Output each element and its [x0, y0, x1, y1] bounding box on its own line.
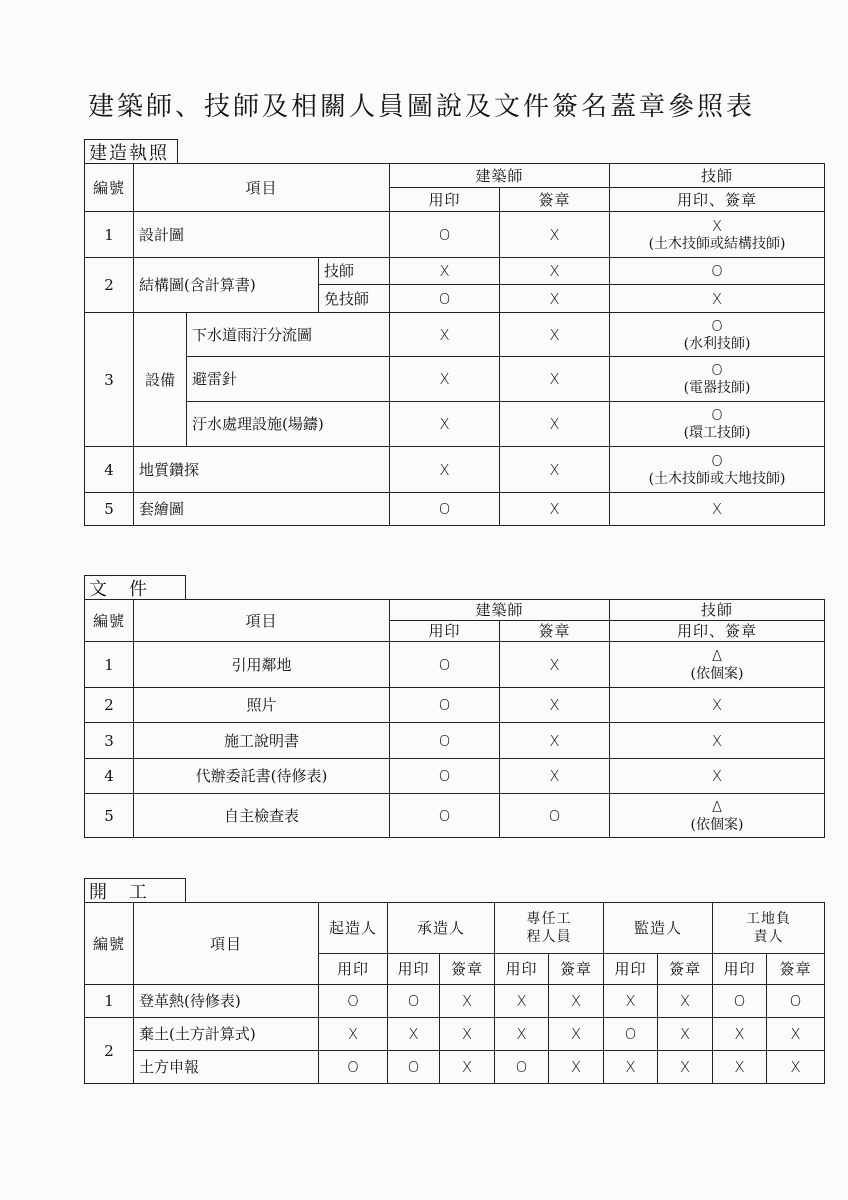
header-seal: 用印: [713, 954, 767, 985]
header-item: 項目: [134, 903, 319, 985]
seal-mark: X: [439, 262, 450, 280]
table-cell: [610, 447, 825, 493]
header-no: 編號: [85, 164, 134, 212]
header-architect: 建築師: [390, 164, 610, 188]
row-number: 3: [85, 313, 134, 447]
sign-mark: X: [549, 370, 560, 388]
row-item: 代辦委託書(待修表): [134, 759, 390, 794]
header-seal-sign: 用印、簽章: [610, 621, 825, 642]
table-cell: [610, 794, 825, 838]
mark: X: [790, 1025, 801, 1043]
engineer-mark: X: [711, 767, 723, 785]
engineer-mark: O: [711, 316, 723, 335]
mark: X: [734, 1058, 745, 1076]
section-label-documents: 文 件: [84, 575, 186, 599]
mark: X: [570, 1025, 582, 1043]
row-subitem: 免技師: [319, 285, 390, 313]
table-row: [85, 723, 825, 759]
header-seal: 用印: [495, 954, 549, 985]
table-row: [85, 642, 825, 688]
row-item: 避雷針: [187, 357, 390, 402]
header-sign: 簽章: [767, 954, 825, 985]
engineer-mark: O: [711, 361, 723, 379]
row-item: 結構圖(含計算書): [134, 258, 319, 313]
header-sign: 簽章: [658, 954, 713, 985]
sign-mark: X: [549, 655, 560, 674]
seal-mark: X: [439, 415, 450, 433]
table-cell: [500, 258, 610, 285]
table-cell: [610, 688, 825, 723]
row-subitem: 技師: [319, 258, 390, 285]
table-cell: [604, 1018, 658, 1051]
header-item: 項目: [134, 600, 390, 642]
table-cell: [390, 258, 500, 285]
engineer-note: (水利技師): [683, 335, 751, 352]
sign-mark: X: [549, 289, 560, 308]
table-cell: [390, 313, 500, 357]
table-cell: [549, 1051, 604, 1084]
table-row: [85, 1018, 825, 1051]
row-number: 5: [85, 493, 134, 526]
table-cell: [500, 285, 610, 313]
mark: X: [679, 1025, 691, 1043]
table-cell: [390, 642, 500, 688]
engineer-mark: Δ: [711, 797, 723, 816]
table-cell: [713, 985, 767, 1018]
row-number: 1: [85, 642, 134, 688]
table-cell: [610, 493, 825, 526]
table-cell: [390, 794, 500, 838]
mark: X: [790, 1058, 801, 1076]
row-item: 套繪圖: [134, 493, 390, 526]
table-cell: [319, 1051, 388, 1084]
header-site-manager-line1: 工地負: [746, 911, 792, 927]
row-item: 自主檢查表: [134, 794, 390, 838]
mark: X: [461, 1025, 473, 1043]
engineer-mark: X: [711, 289, 723, 308]
table-cell: [767, 985, 825, 1018]
table-cell: [500, 642, 610, 688]
header-owner: 起造人: [319, 903, 388, 954]
row-item: 汙水處理設施(場鑄): [187, 402, 390, 447]
mark: X: [734, 1025, 745, 1043]
table-row: [85, 313, 825, 357]
sign-mark: X: [549, 767, 560, 785]
commencement-table: [84, 902, 825, 1084]
row-item: 引用鄰地: [134, 642, 390, 688]
table-cell: [610, 357, 825, 402]
sign-mark: O: [548, 806, 561, 825]
table-row: [85, 258, 825, 285]
row-item: 棄土(土方計算式): [134, 1018, 319, 1051]
mark: X: [516, 992, 527, 1010]
header-no: 編號: [85, 600, 134, 642]
mark: X: [625, 1058, 636, 1076]
sign-mark: X: [549, 460, 560, 479]
cell-engineer: [610, 212, 825, 258]
mark: O: [407, 992, 420, 1010]
header-sign: 簽章: [440, 954, 495, 985]
row-number: 2: [85, 1018, 134, 1084]
seal-mark: X: [439, 370, 450, 388]
table-cell: [610, 258, 825, 285]
sign-mark: X: [549, 731, 560, 750]
sign-mark: X: [549, 415, 560, 433]
table-cell: [388, 1018, 440, 1051]
table-cell: [658, 985, 713, 1018]
header-item: 項目: [134, 164, 390, 212]
engineer-note: (依個案): [690, 665, 744, 682]
table-cell: [390, 493, 500, 526]
header-seal: 用印: [319, 954, 388, 985]
row-item: 下水道雨汙分流圖: [187, 313, 390, 357]
table-cell: [767, 1051, 825, 1084]
row-number: 4: [85, 759, 134, 794]
row-group: 設備: [134, 313, 187, 447]
engineer-mark: O: [711, 262, 723, 280]
mark: X: [679, 992, 691, 1010]
row-number: 2: [85, 688, 134, 723]
engineer-note: (環工技師): [683, 425, 751, 441]
mark: O: [624, 1025, 637, 1043]
table-cell: [495, 1051, 549, 1084]
table-cell: [390, 688, 500, 723]
engineer-note: (土木技師或大地技師): [648, 470, 786, 487]
row-item: 地質鑽探: [134, 447, 390, 493]
header-no: 編號: [85, 903, 134, 985]
header-seal-sign: 用印、簽章: [610, 188, 825, 212]
seal-mark: O: [438, 806, 451, 825]
table-cell: [388, 985, 440, 1018]
header-architect: 建築師: [390, 600, 610, 621]
seal-mark: O: [438, 225, 451, 244]
table-cell: [658, 1051, 713, 1084]
mark: O: [733, 992, 746, 1010]
table-row: [85, 493, 825, 526]
page-title: 建築師、技師及相關人員圖說及文件簽名蓋章參照表: [88, 92, 756, 122]
mark: X: [461, 992, 473, 1010]
table-cell: [549, 1018, 604, 1051]
table-row: [85, 759, 825, 794]
table-row: [85, 447, 825, 493]
table-row: [85, 1051, 825, 1084]
seal-mark: O: [438, 696, 451, 714]
table-cell: [610, 313, 825, 357]
seal-mark: O: [438, 289, 451, 308]
table-cell: [390, 402, 500, 447]
header-contractor: 承造人: [388, 903, 495, 954]
table-row: [85, 402, 825, 447]
mark: X: [408, 1025, 419, 1043]
table-cell: [495, 985, 549, 1018]
engineer-note: (電器技師): [683, 380, 751, 396]
row-item: 設計圖: [134, 212, 390, 258]
row-number: 1: [85, 985, 134, 1018]
mark: O: [347, 992, 359, 1010]
table-cell: [390, 447, 500, 493]
table-cell: [440, 985, 495, 1018]
section-label-commencement: 開 工: [84, 878, 186, 902]
row-item: 土方申報: [134, 1051, 319, 1084]
row-item: 登革熱(待修表): [134, 985, 319, 1018]
row-item: 照片: [134, 688, 390, 723]
engineer-mark: X: [711, 500, 723, 518]
header-seal: 用印: [604, 954, 658, 985]
mark: O: [789, 992, 802, 1010]
table-cell: [500, 402, 610, 447]
header-sign: 簽章: [549, 954, 604, 985]
table-cell: [713, 1051, 767, 1084]
table-cell: [440, 1018, 495, 1051]
table-cell: [610, 723, 825, 759]
header-sign: 簽章: [500, 188, 610, 212]
mark: X: [516, 1025, 527, 1043]
table-cell: [500, 357, 610, 402]
table-row: [85, 212, 825, 258]
table-cell: [500, 794, 610, 838]
table-row: [85, 357, 825, 402]
table-cell: [610, 285, 825, 313]
sign-mark: X: [549, 225, 560, 244]
engineer-mark: O: [711, 406, 723, 424]
documents-table: [84, 599, 825, 838]
mark: X: [570, 992, 582, 1010]
table-cell: [390, 759, 500, 794]
header-engineer: 技師: [610, 600, 825, 621]
seal-mark: X: [439, 325, 450, 344]
row-item: 施工說明書: [134, 723, 390, 759]
table-cell: [658, 1018, 713, 1051]
row-number: 3: [85, 723, 134, 759]
table-cell: [610, 642, 825, 688]
sign-mark: X: [549, 325, 560, 344]
mark: O: [407, 1058, 420, 1076]
header-seal: 用印: [390, 621, 500, 642]
table-cell: [390, 285, 500, 313]
table-row: [85, 794, 825, 838]
table-cell: [500, 688, 610, 723]
header-engineer: 技師: [610, 164, 825, 188]
row-number: 2: [85, 258, 134, 313]
table-cell: [500, 723, 610, 759]
engineer-mark: X: [711, 696, 723, 714]
table-cell: [500, 447, 610, 493]
table-cell: [604, 1051, 658, 1084]
table-cell: [713, 1018, 767, 1051]
mark: X: [625, 992, 636, 1010]
table-cell: [549, 985, 604, 1018]
engineer-note: (土木技師或結構技師): [648, 235, 786, 252]
table-row: [85, 985, 825, 1018]
mark: X: [679, 1058, 691, 1076]
table-cell: [610, 759, 825, 794]
cell-sign: [500, 212, 610, 258]
row-number: 4: [85, 447, 134, 493]
table-cell: [319, 1018, 388, 1051]
seal-mark: O: [438, 655, 451, 674]
row-number: 1: [85, 212, 134, 258]
table-cell: [388, 1051, 440, 1084]
mark: X: [570, 1058, 582, 1076]
header-seal: 用印: [388, 954, 440, 985]
row-number: 5: [85, 794, 134, 838]
table-cell: [500, 759, 610, 794]
cell-seal: [390, 212, 500, 258]
table-cell: [495, 1018, 549, 1051]
table-cell: [390, 723, 500, 759]
header-site-engineer-line2: 程人員: [526, 929, 572, 945]
table-cell: [500, 493, 610, 526]
table-cell: [319, 985, 388, 1018]
seal-mark: O: [438, 731, 451, 750]
table-cell: [500, 313, 610, 357]
sign-mark: X: [549, 500, 560, 518]
mark: O: [515, 1058, 528, 1076]
header-site-manager-line2: 責人: [753, 929, 784, 945]
seal-mark: O: [438, 767, 451, 785]
engineer-mark: O: [711, 451, 723, 470]
table-cell: [610, 402, 825, 447]
engineer-note: (依個案): [690, 816, 744, 833]
engineer-mark: X: [711, 731, 723, 750]
engineer-mark: X: [711, 216, 723, 235]
header-site-engineer-line1: 專任工: [526, 911, 572, 927]
mark: O: [347, 1058, 359, 1076]
mark: X: [347, 1025, 359, 1043]
section-label-building-permit: 建造執照: [84, 139, 178, 163]
table-cell: [604, 985, 658, 1018]
sign-mark: X: [549, 696, 560, 714]
engineer-mark: Δ: [711, 646, 723, 665]
table-cell: [767, 1018, 825, 1051]
header-site-engineer: [495, 903, 604, 954]
seal-mark: X: [439, 460, 450, 479]
sign-mark: X: [549, 262, 560, 280]
table-cell: [440, 1051, 495, 1084]
table-row: [85, 688, 825, 723]
header-seal: 用印: [390, 188, 500, 212]
mark: X: [461, 1058, 473, 1076]
header-site-manager: [713, 903, 825, 954]
header-sign: 簽章: [500, 621, 610, 642]
seal-mark: O: [438, 500, 451, 518]
building-permit-table: [84, 163, 825, 526]
table-cell: [390, 357, 500, 402]
header-supervisor: 監造人: [604, 903, 713, 954]
